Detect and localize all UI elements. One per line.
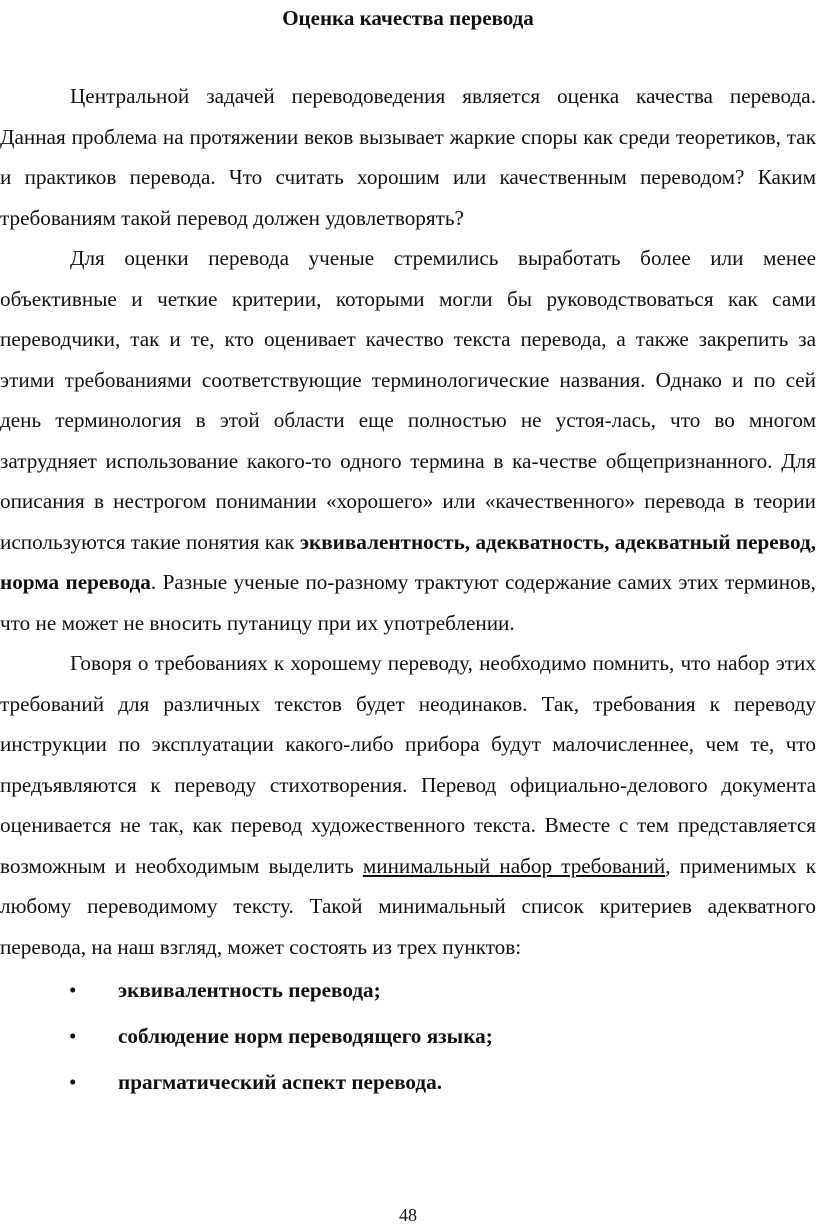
bold-terms: эквивалентность, адекватность, адекватный перевод, норма перевода	[0, 529, 816, 594]
bullet-icon: •	[69, 978, 77, 1002]
paragraph-3	[0, 643, 816, 967]
paragraph-2-end: . Разные ученые по-разному трактуют содержание самих этих терминов, что не может не вносить путаницу при их употреблении.	[0, 570, 816, 635]
paragraph-3-start: Говоря о требованиях к хорошему переводу, необходимо помнить, что набор этих требований для различных текстов будет неодинаков. Так, требования к переводу инструкции по эксплуатации какого-либо прибора будут малочисленнее, чем те, что предъявляются к переводу стихотворения. Перевод официально-делового документа оценивается не так, как перевод художественного текста. Вместе с тем представляется возможным и необходимым выделить	[0, 651, 816, 878]
paragraph-2	[0, 238, 816, 643]
list-item-text: эквивалентность перевода;	[118, 978, 381, 1002]
underlined-phrase: минимальный набор требований	[362, 853, 666, 878]
page-number: 48	[399, 1205, 417, 1225]
bullet-icon: •	[69, 1070, 77, 1094]
list-item	[0, 1013, 816, 1059]
list-item	[0, 1059, 816, 1105]
list-item	[0, 967, 816, 1013]
paragraph-3-end: , применимых к любому переводимому тексту. Такой минимальный список критериев адекватного перевода, на наш взгляд, может состоять из трех пунктов:	[0, 853, 816, 959]
paragraph-2-start: Для оценки перевода ученые стремились выработать более или менее объективные и четкие критерии, которыми могли бы руководствоваться как сами переводчики, так и те, кто оценивает качество текста перевода, а также закрепить за этими требованиями соответствующие терминологические названия. Однако и по сей день терминология в этой области еще полностью не устоя-лась, что во многом затрудняет использование какого-то одного термина в ка-честве общепризнанного. Для описания в нестрогом понимании «хорошего» или «качественного» перевода в теории используются такие понятия как	[0, 246, 816, 554]
page-title: Оценка качества перевода	[282, 6, 534, 30]
criteria-list	[0, 967, 816, 1105]
list-item-text: соблюдение норм переводящего языка;	[118, 1024, 493, 1048]
bullet-icon: •	[69, 1024, 77, 1048]
body-text	[0, 76, 816, 1105]
paragraph-1: Центральной задачей переводоведения является оценка качества перевода. Данная проблема на протяжении веков вызывает жаркие споры как среди теоретиков, так и практиков перевода. Что считать хорошим или качественным переводом? Каким требованиям такой перевод должен удовлетворять?	[0, 84, 816, 230]
list-item-text: прагматический аспект перевода.	[118, 1070, 443, 1094]
